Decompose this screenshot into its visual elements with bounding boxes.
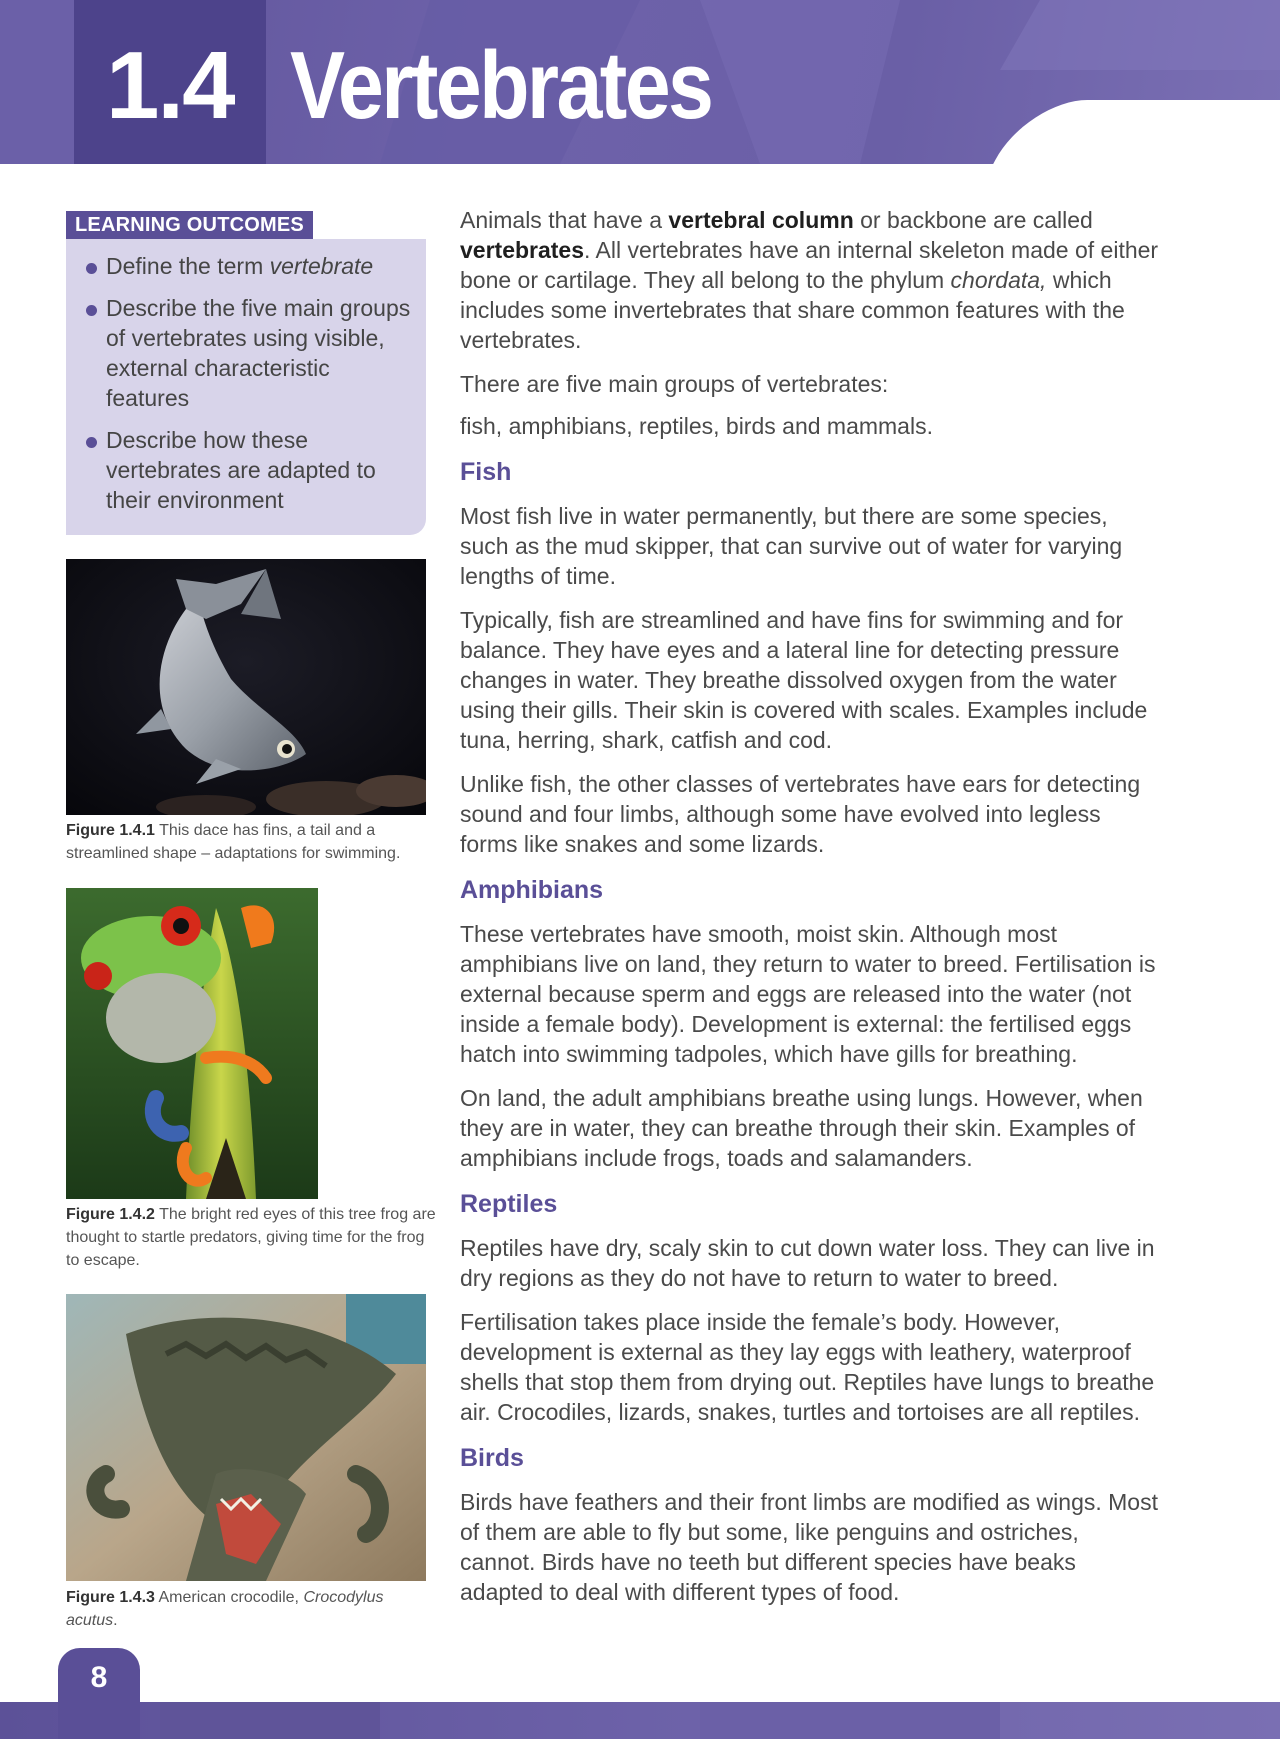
heading-amphibians: Amphibians	[460, 876, 604, 904]
figure-caption-text: American crocodile,	[158, 1589, 304, 1606]
footer-facet	[700, 1702, 1000, 1739]
intro-paragraph-3: fish, amphibians, reptiles, birds and mammals.	[460, 413, 933, 439]
section-number: 1.4	[106, 32, 234, 139]
learning-outcomes-list	[80, 251, 416, 515]
amphibians-paragraph-1: These vertebrates have smooth, moist skin. Although most amphibians live on land, they return to water to breed. Fertilisation is external because sperm and eggs are released into the water (not inside a female body). Development is external: the fertilised eggs hatch into swimming tadpoles, which have gills for breathing.	[460, 921, 1156, 1067]
learning-outcomes-label: LEARNING OUTCOMES	[66, 211, 313, 239]
intro-paragraph-2: There are five main groups of vertebrates:	[460, 371, 889, 397]
page-footer-band	[0, 1702, 1280, 1739]
outcome-text: Describe the five main groups of vertebrates using visible, external characteristic features	[106, 295, 411, 411]
outcome-emphasis: vertebrate	[269, 253, 374, 279]
page-title: Vertebrates	[290, 32, 712, 139]
figure-caption-frog	[66, 1203, 436, 1272]
heading-reptiles: Reptiles	[460, 1190, 558, 1218]
text-run: which includes some invertebrates that share common features with the vertebrates.	[460, 267, 1125, 353]
chapter-header	[0, 0, 1280, 164]
birds-paragraph-1: Birds have feathers and their front limbs are modified as wings. Most of them are able to fly but some, like penguins and ostriches, cannot. Birds have no teeth but different species have beaks adapted to deal with different types of food.	[460, 1489, 1158, 1605]
bullet-icon	[86, 437, 97, 448]
bullet-icon	[86, 263, 97, 274]
learning-outcome-item	[80, 425, 416, 515]
figure-caption-crocodile	[66, 1586, 436, 1632]
key-term-vertebrates: vertebrates	[460, 237, 585, 263]
heading-fish: Fish	[460, 458, 512, 486]
heading-birds: Birds	[460, 1444, 524, 1472]
figure-caption-text: This dace has fins, a tail and a streamlined shape – adaptations for swimming.	[66, 822, 401, 862]
species-name: Crocodylus acutus	[66, 1589, 384, 1629]
figure-label: Figure 1.4.1	[66, 822, 155, 839]
reptiles-paragraph-1: Reptiles have dry, scaly skin to cut down water loss. They can live in dry regions as they do not have to return to water to breed.	[460, 1235, 1155, 1291]
text-run: . All vertebrates have an internal skeleton made of either bone or cartilage. They all belong to the phylum	[460, 237, 1159, 293]
fish-paragraph-3: Unlike fish, the other classes of vertebrates have ears for detecting sound and four limbs, although some have evolved into legless forms like snakes and some lizards.	[460, 771, 1141, 857]
figure-dace-photo	[66, 559, 426, 815]
learning-outcomes-box	[66, 239, 426, 535]
figure-caption-dace	[66, 819, 436, 865]
text-run: or backbone are called	[853, 207, 1093, 233]
outcome-text: Describe how these vertebrates are adapted to their environment	[106, 427, 376, 513]
learning-outcome-item	[80, 251, 416, 281]
intro-paragraph	[460, 205, 1160, 355]
page-number: 8	[58, 1648, 140, 1739]
amphibians-paragraph-2: On land, the adult amphibians breathe using lungs. However, when they are in water, they can breathe through their skin. Examples of amphibians include frogs, toads and salamanders.	[460, 1085, 1143, 1171]
tree-frog-illustration	[66, 888, 318, 1199]
fish-paragraph-2: Typically, fish are streamlined and have fins for swimming and for balance. They have eyes and a lateral line for detecting pressure changes in water. They breathe dissolved oxygen from the water using their gills. Their skin is covered with scales. Examples include tuna, herring, shark, catfish and cod.	[460, 607, 1148, 753]
learning-outcome-item	[80, 293, 416, 413]
figure-caption-text: The bright red eyes of this tree frog are thought to startle predators, giving time for the frog to escape.	[66, 1206, 436, 1269]
figure-caption-end: .	[113, 1612, 118, 1629]
fish-paragraph-1: Most fish live in water permanently, but there are some species, such as the mud skipper, that can survive out of water for varying lengths of time.	[460, 503, 1123, 589]
dace-fish-illustration	[66, 559, 426, 815]
main-text-column	[460, 205, 1160, 1621]
outcome-text: Define the term	[106, 253, 270, 279]
reptiles-paragraph-2: Fertilisation takes place inside the female’s body. However, development is external as they lay eggs with leathery, waterproof shells that stop them from drying out. Reptiles have lungs to breathe air. Crocodiles, lizards, snakes, turtles and tortoises are all reptiles.	[460, 1309, 1155, 1425]
figure-label: Figure 1.4.2	[66, 1206, 155, 1223]
term-chordata: chordata,	[950, 267, 1047, 293]
figure-label: Figure 1.4.3	[66, 1589, 155, 1606]
text-run: Animals that have a	[460, 207, 669, 233]
figure-crocodile-photo	[66, 1294, 426, 1581]
figure-tree-frog-photo	[66, 888, 318, 1199]
crocodile-illustration	[66, 1294, 426, 1581]
footer-facet	[160, 1702, 380, 1739]
bullet-icon	[86, 305, 97, 316]
key-term-vertebral-column: vertebral column	[668, 207, 854, 233]
